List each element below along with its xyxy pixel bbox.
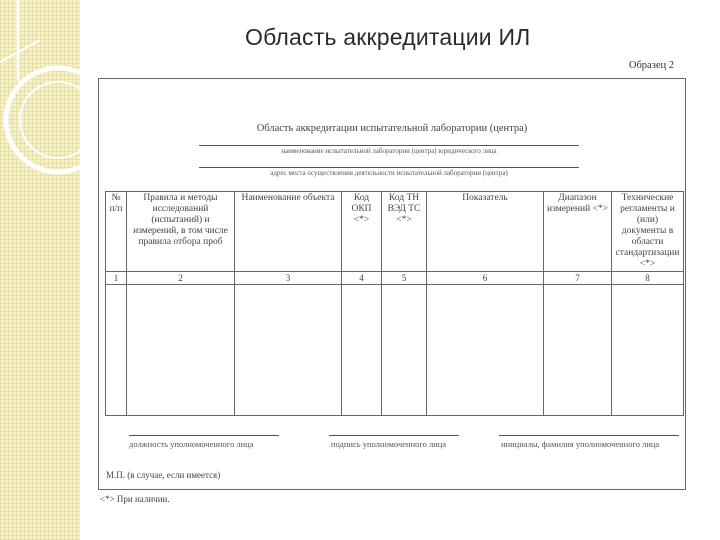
table-empty-row	[106, 285, 684, 416]
column-header: Наименование объекта	[235, 192, 342, 272]
empty-cell	[544, 285, 612, 416]
column-header: Правила и методы исследований (испытаний) и измерений, в том числе правила отбора проб	[127, 192, 235, 272]
form-label: Образец 2	[628, 60, 674, 71]
empty-cell	[427, 285, 544, 416]
slide-title: Область аккредитации ИЛ	[245, 24, 531, 50]
column-header: Показатель	[427, 192, 544, 272]
table-number-row	[106, 272, 684, 285]
position-signature-line	[129, 435, 279, 436]
name-caption: инициалы, фамилия уполномоченного лица	[501, 439, 660, 449]
empty-cell	[106, 285, 127, 416]
stamp-note: М.П. (в случае, если имеется)	[106, 470, 221, 480]
document-scan	[96, 56, 696, 518]
column-number: 3	[235, 272, 342, 285]
column-header: Технические регламенты и (или) документы в области стандартизации <*>	[612, 192, 684, 272]
column-number: 2	[127, 272, 235, 285]
column-header: Код ТН ВЭД ТС <*>	[382, 192, 427, 272]
column-header: Код ОКП <*>	[342, 192, 382, 272]
signature-caption: подпись уполномоченного лица	[331, 439, 447, 449]
column-number: 5	[382, 272, 427, 285]
column-header: Диапазон измерений <*>	[544, 192, 612, 272]
decorative-ornament	[0, 0, 80, 540]
empty-cell	[382, 285, 427, 416]
table-header-row	[106, 192, 684, 272]
empty-cell	[235, 285, 342, 416]
form-frame	[98, 78, 686, 490]
position-caption: должность уполномоченного лица	[129, 439, 254, 449]
column-number: 1	[106, 272, 127, 285]
document-heading: Область аккредитации испытательной лаборатории (центра)	[256, 123, 528, 134]
column-header: № п/п	[106, 192, 127, 272]
column-number: 8	[612, 272, 684, 285]
column-number: 6	[427, 272, 544, 285]
lab-name-line	[199, 145, 579, 146]
address-line	[199, 167, 579, 168]
column-number: 4	[342, 272, 382, 285]
lab-name-caption: наименование испытательной лаборатории (центра) юридического лица	[281, 147, 497, 155]
empty-cell	[342, 285, 382, 416]
empty-cell	[127, 285, 235, 416]
column-number: 7	[544, 272, 612, 285]
name-signature-line	[499, 435, 679, 436]
decorative-left-strip	[0, 0, 80, 540]
address-caption: адрес места осуществления деятельности испытательной лаборатории (центра)	[270, 169, 508, 177]
footnote: <*> При наличии.	[100, 494, 170, 504]
empty-cell	[612, 285, 684, 416]
signature-line	[329, 435, 459, 436]
accreditation-table	[105, 191, 684, 416]
